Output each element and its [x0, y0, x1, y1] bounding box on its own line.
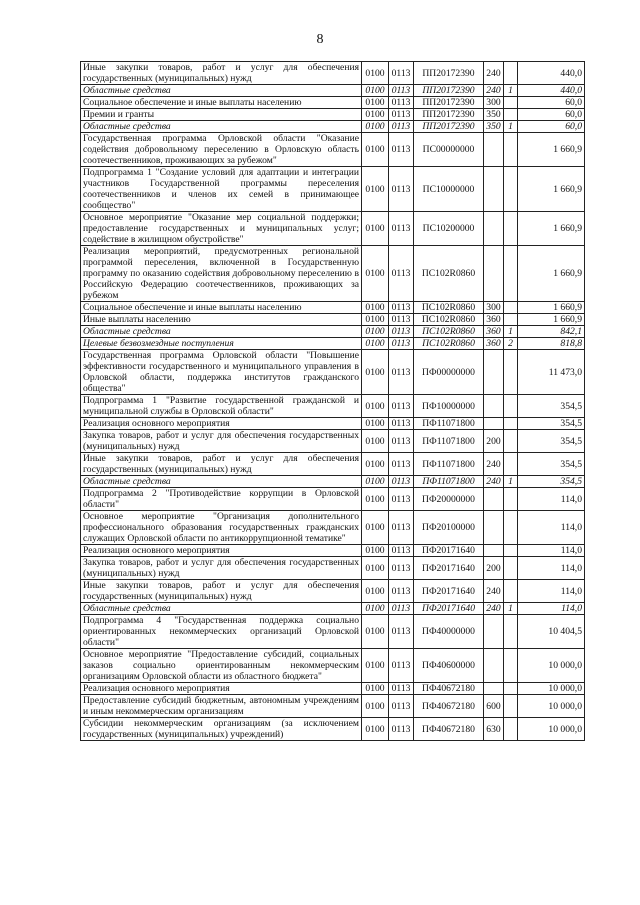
expense-type-cell: 350 [484, 121, 504, 133]
page-number: 8 [316, 32, 324, 47]
target-article-cell: ПФ20171640 [414, 545, 484, 557]
row-name-cell: Областные средства [81, 476, 362, 488]
expense-type-cell: 300 [484, 97, 504, 109]
table-row [81, 338, 585, 350]
expense-type-cell [484, 511, 504, 545]
source-code-cell [504, 418, 518, 430]
row-name-cell: Областные средства [81, 85, 362, 97]
target-article-cell: ПП20172390 [414, 62, 484, 85]
expense-type-cell: 360 [484, 326, 504, 338]
target-article-cell: ПС102R0860 [414, 246, 484, 302]
row-name-cell: Реализация мероприятий, предусмотренных региональной программой переселения, включенной в Государственную программу по оказанию содействия добровольному переселению в Российскую Федерацию соотечественников, проживающих за рубежом [81, 246, 362, 302]
amount-cell: 60,0 [518, 109, 585, 121]
row-name-cell: Предоставление субсидий бюджетным, автономным учреждениям и иным некоммерческим организациям [81, 695, 362, 718]
target-article-cell: ПС102R0860 [414, 338, 484, 350]
table-row [81, 302, 585, 314]
row-name-cell: Государственная программа Орловской области "Оказание содействия добровольному переселению в Орловскую область соотечественников, проживающих за рубежом" [81, 133, 362, 167]
expense-type-cell [484, 615, 504, 649]
table-row [81, 557, 585, 580]
amount-cell: 114,0 [518, 557, 585, 580]
table-row [81, 62, 585, 85]
section-code-cell: 0100 [362, 212, 389, 246]
expense-type-cell [484, 167, 504, 212]
subsection-code-cell: 0113 [389, 167, 414, 212]
row-name-cell: Целевые безвозмездные поступления [81, 338, 362, 350]
source-code-cell: 2 [504, 338, 518, 350]
source-code-cell [504, 212, 518, 246]
subsection-code-cell: 0113 [389, 695, 414, 718]
row-name-cell: Субсидии некоммерческим организациям (за исключением государственных (муниципальных) учреждений) [81, 718, 362, 741]
subsection-code-cell: 0113 [389, 615, 414, 649]
row-name-cell: Премии и гранты [81, 109, 362, 121]
row-name-cell: Реализация основного мероприятия [81, 545, 362, 557]
table-row [81, 212, 585, 246]
section-code-cell: 0100 [362, 476, 389, 488]
source-code-cell [504, 350, 518, 395]
table-row [81, 109, 585, 121]
section-code-cell: 0100 [362, 314, 389, 326]
amount-cell: 114,0 [518, 511, 585, 545]
row-name-cell: Иные закупки товаров, работ и услуг для обеспечения государственных (муниципальных) нужд [81, 580, 362, 603]
table-row [81, 615, 585, 649]
table-row [81, 350, 585, 395]
target-article-cell: ПС102R0860 [414, 326, 484, 338]
target-article-cell: ПФ11071800 [414, 453, 484, 476]
expense-type-cell [484, 350, 504, 395]
table-row [81, 476, 585, 488]
subsection-code-cell: 0113 [389, 97, 414, 109]
expense-type-cell: 350 [484, 109, 504, 121]
amount-cell: 818,8 [518, 338, 585, 350]
amount-cell: 842,1 [518, 326, 585, 338]
amount-cell: 11 473,0 [518, 350, 585, 395]
section-code-cell: 0100 [362, 350, 389, 395]
subsection-code-cell: 0113 [389, 580, 414, 603]
subsection-code-cell: 0113 [389, 302, 414, 314]
source-code-cell [504, 167, 518, 212]
subsection-code-cell: 0113 [389, 121, 414, 133]
expense-type-cell [484, 488, 504, 511]
table-row [81, 326, 585, 338]
source-code-cell [504, 62, 518, 85]
target-article-cell: ПФ11071800 [414, 430, 484, 453]
section-code-cell: 0100 [362, 580, 389, 603]
row-name-cell: Иные закупки товаров, работ и услуг для обеспечения государственных (муниципальных) нужд [81, 62, 362, 85]
target-article-cell: ПП20172390 [414, 121, 484, 133]
section-code-cell: 0100 [362, 557, 389, 580]
target-article-cell: ПФ11071800 [414, 476, 484, 488]
source-code-cell [504, 109, 518, 121]
source-code-cell: 1 [504, 326, 518, 338]
subsection-code-cell: 0113 [389, 557, 414, 580]
row-name-cell: Иные закупки товаров, работ и услуг для обеспечения государственных (муниципальных) нужд [81, 453, 362, 476]
table-row [81, 246, 585, 302]
amount-cell: 60,0 [518, 121, 585, 133]
row-name-cell: Социальное обеспечение и иные выплаты населению [81, 97, 362, 109]
subsection-code-cell: 0113 [389, 488, 414, 511]
expense-type-cell: 240 [484, 580, 504, 603]
table-row [81, 314, 585, 326]
subsection-code-cell: 0113 [389, 62, 414, 85]
row-name-cell: Закупка товаров, работ и услуг для обеспечения государственных (муниципальных) нужд [81, 557, 362, 580]
row-name-cell: Реализация основного мероприятия [81, 418, 362, 430]
amount-cell: 10 000,0 [518, 649, 585, 683]
section-code-cell: 0100 [362, 718, 389, 741]
row-name-cell: Областные средства [81, 326, 362, 338]
expense-type-cell [484, 395, 504, 418]
subsection-code-cell: 0113 [389, 338, 414, 350]
subsection-code-cell: 0113 [389, 109, 414, 121]
source-code-cell [504, 545, 518, 557]
target-article-cell: ПФ20171640 [414, 557, 484, 580]
subsection-code-cell: 0113 [389, 133, 414, 167]
section-code-cell: 0100 [362, 167, 389, 212]
target-article-cell: ПФ10000000 [414, 395, 484, 418]
table-row [81, 580, 585, 603]
row-name-cell: Подпрограмма 1 "Развитие государственной гражданской и муниципальной службы в Орловской области" [81, 395, 362, 418]
amount-cell: 1 660,9 [518, 133, 585, 167]
amount-cell: 440,0 [518, 85, 585, 97]
amount-cell: 354,5 [518, 418, 585, 430]
subsection-code-cell: 0113 [389, 246, 414, 302]
section-code-cell: 0100 [362, 453, 389, 476]
section-code-cell: 0100 [362, 133, 389, 167]
subsection-code-cell: 0113 [389, 453, 414, 476]
section-code-cell: 0100 [362, 338, 389, 350]
expense-type-cell [484, 246, 504, 302]
source-code-cell [504, 580, 518, 603]
source-code-cell [504, 430, 518, 453]
amount-cell: 114,0 [518, 488, 585, 511]
table-row [81, 683, 585, 695]
section-code-cell: 0100 [362, 246, 389, 302]
row-name-cell: Иные выплаты населению [81, 314, 362, 326]
source-code-cell [504, 615, 518, 649]
table-row [81, 121, 585, 133]
section-code-cell: 0100 [362, 695, 389, 718]
amount-cell: 114,0 [518, 545, 585, 557]
subsection-code-cell: 0113 [389, 314, 414, 326]
subsection-code-cell: 0113 [389, 683, 414, 695]
section-code-cell: 0100 [362, 97, 389, 109]
source-code-cell [504, 97, 518, 109]
amount-cell: 1 660,9 [518, 212, 585, 246]
row-name-cell: Подпрограмма 4 "Государственная поддержка социально ориентированных некоммерческих организаций Орловской области" [81, 615, 362, 649]
source-code-cell [504, 557, 518, 580]
target-article-cell: ПС10200000 [414, 212, 484, 246]
target-article-cell: ПФ40672180 [414, 683, 484, 695]
expense-type-cell: 600 [484, 695, 504, 718]
expense-type-cell: 200 [484, 557, 504, 580]
amount-cell: 354,5 [518, 476, 585, 488]
expense-type-cell [484, 649, 504, 683]
row-name-cell: Основное мероприятие "Оказание мер социальной поддержки; предоставление государственных и муниципальных услуг; содействие в жилищном обустройстве" [81, 212, 362, 246]
subsection-code-cell: 0113 [389, 418, 414, 430]
subsection-code-cell: 0113 [389, 326, 414, 338]
section-code-cell: 0100 [362, 488, 389, 511]
amount-cell: 440,0 [518, 62, 585, 85]
target-article-cell: ПС102R0860 [414, 314, 484, 326]
amount-cell: 1 660,9 [518, 246, 585, 302]
subsection-code-cell: 0113 [389, 395, 414, 418]
target-article-cell: ПФ20171640 [414, 603, 484, 615]
expense-type-cell: 200 [484, 430, 504, 453]
subsection-code-cell: 0113 [389, 649, 414, 683]
row-name-cell: Основное мероприятие "Предоставление субсидий, социальных заказов социально ориентированным некоммерческим организациям Орловской области из областного бюджета" [81, 649, 362, 683]
table-row [81, 695, 585, 718]
section-code-cell: 0100 [362, 121, 389, 133]
amount-cell: 10 000,0 [518, 695, 585, 718]
source-code-cell [504, 488, 518, 511]
expense-type-cell [484, 212, 504, 246]
subsection-code-cell: 0113 [389, 511, 414, 545]
expense-type-cell: 240 [484, 62, 504, 85]
subsection-code-cell: 0113 [389, 430, 414, 453]
section-code-cell: 0100 [362, 511, 389, 545]
expense-type-cell [484, 418, 504, 430]
section-code-cell: 0100 [362, 615, 389, 649]
table-row [81, 133, 585, 167]
budget-table [80, 61, 585, 741]
subsection-code-cell: 0113 [389, 212, 414, 246]
table-row [81, 430, 585, 453]
source-code-cell: 1 [504, 85, 518, 97]
table-row [81, 603, 585, 615]
row-name-cell: Социальное обеспечение и иные выплаты населению [81, 302, 362, 314]
section-code-cell: 0100 [362, 683, 389, 695]
target-article-cell: ПФ40672180 [414, 695, 484, 718]
source-code-cell [504, 133, 518, 167]
row-name-cell: Основное мероприятие "Организация дополнительного профессионального образования государственных гражданских служащих Орловской области по антикоррупционной тематике" [81, 511, 362, 545]
expense-type-cell [484, 683, 504, 695]
section-code-cell: 0100 [362, 302, 389, 314]
amount-cell: 10 000,0 [518, 718, 585, 741]
target-article-cell: ПФ20171640 [414, 580, 484, 603]
row-name-cell: Государственная программа Орловской области "Повышение эффективности государственного и муниципального управления в Орловской области, поддержка институтов гражданского общества" [81, 350, 362, 395]
source-code-cell [504, 302, 518, 314]
subsection-code-cell: 0113 [389, 603, 414, 615]
table-row [81, 718, 585, 741]
target-article-cell: ПС102R0860 [414, 302, 484, 314]
table-row [81, 85, 585, 97]
table-row [81, 97, 585, 109]
source-code-cell [504, 511, 518, 545]
subsection-code-cell: 0113 [389, 545, 414, 557]
expense-type-cell: 630 [484, 718, 504, 741]
expense-type-cell: 300 [484, 302, 504, 314]
target-article-cell: ПФ11071800 [414, 418, 484, 430]
expense-type-cell: 360 [484, 314, 504, 326]
source-code-cell [504, 718, 518, 741]
table-row [81, 511, 585, 545]
section-code-cell: 0100 [362, 62, 389, 85]
source-code-cell [504, 683, 518, 695]
amount-cell: 60,0 [518, 97, 585, 109]
row-name-cell: Областные средства [81, 603, 362, 615]
section-code-cell: 0100 [362, 545, 389, 557]
table-row [81, 649, 585, 683]
row-name-cell: Подпрограмма 2 "Противодействие коррупции в Орловской области" [81, 488, 362, 511]
source-code-cell [504, 453, 518, 476]
amount-cell: 1 660,9 [518, 302, 585, 314]
source-code-cell [504, 395, 518, 418]
table-row [81, 545, 585, 557]
source-code-cell [504, 314, 518, 326]
subsection-code-cell: 0113 [389, 350, 414, 395]
section-code-cell: 0100 [362, 326, 389, 338]
expense-type-cell: 240 [484, 603, 504, 615]
amount-cell: 1 660,9 [518, 167, 585, 212]
target-article-cell: ПФ20000000 [414, 488, 484, 511]
amount-cell: 10 000,0 [518, 683, 585, 695]
expense-type-cell [484, 545, 504, 557]
source-code-cell [504, 246, 518, 302]
section-code-cell: 0100 [362, 430, 389, 453]
subsection-code-cell: 0113 [389, 85, 414, 97]
expense-type-cell: 240 [484, 453, 504, 476]
target-article-cell: ПП20172390 [414, 97, 484, 109]
amount-cell: 354,5 [518, 395, 585, 418]
table-row [81, 453, 585, 476]
target-article-cell: ПФ20100000 [414, 511, 484, 545]
table-row [81, 167, 585, 212]
source-code-cell [504, 695, 518, 718]
source-code-cell: 1 [504, 476, 518, 488]
row-name-cell: Закупка товаров, работ и услуг для обеспечения государственных (муниципальных) нужд [81, 430, 362, 453]
section-code-cell: 0100 [362, 649, 389, 683]
table-row [81, 488, 585, 511]
expense-type-cell: 240 [484, 85, 504, 97]
section-code-cell: 0100 [362, 109, 389, 121]
section-code-cell: 0100 [362, 603, 389, 615]
expense-type-cell: 240 [484, 476, 504, 488]
target-article-cell: ПФ40672180 [414, 718, 484, 741]
amount-cell: 354,5 [518, 453, 585, 476]
expense-type-cell [484, 133, 504, 167]
amount-cell: 10 404,5 [518, 615, 585, 649]
target-article-cell: ПП20172390 [414, 85, 484, 97]
target-article-cell: ПФ40000000 [414, 615, 484, 649]
section-code-cell: 0100 [362, 395, 389, 418]
subsection-code-cell: 0113 [389, 718, 414, 741]
target-article-cell: ПС00000000 [414, 133, 484, 167]
table-row [81, 418, 585, 430]
section-code-cell: 0100 [362, 418, 389, 430]
row-name-cell: Реализация основного мероприятия [81, 683, 362, 695]
source-code-cell [504, 649, 518, 683]
expense-type-cell: 360 [484, 338, 504, 350]
target-article-cell: ПП20172390 [414, 109, 484, 121]
row-name-cell: Подпрограмма 1 "Создание условий для адаптации и интеграции участников Государственной программы переселения соотечественников и членов их семей в принимающее сообщество" [81, 167, 362, 212]
amount-cell: 114,0 [518, 580, 585, 603]
source-code-cell: 1 [504, 603, 518, 615]
row-name-cell: Областные средства [81, 121, 362, 133]
amount-cell: 1 660,9 [518, 314, 585, 326]
table-row [81, 395, 585, 418]
amount-cell: 354,5 [518, 430, 585, 453]
target-article-cell: ПС10000000 [414, 167, 484, 212]
table-body [81, 62, 585, 741]
target-article-cell: ПФ40600000 [414, 649, 484, 683]
source-code-cell: 1 [504, 121, 518, 133]
amount-cell: 114,0 [518, 603, 585, 615]
target-article-cell: ПФ00000000 [414, 350, 484, 395]
section-code-cell: 0100 [362, 85, 389, 97]
subsection-code-cell: 0113 [389, 476, 414, 488]
